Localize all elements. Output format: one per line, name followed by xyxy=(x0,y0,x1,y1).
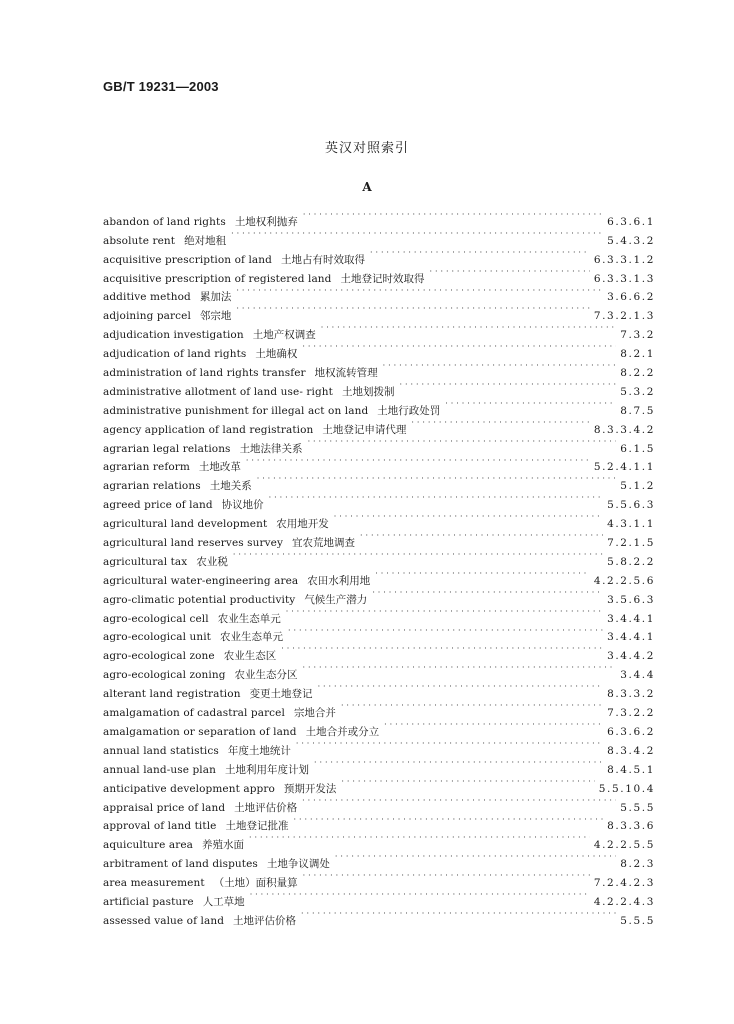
entry-english-term: anticipative development appro xyxy=(103,782,275,795)
entry-section-number: 7.2.4.2.3 xyxy=(593,877,655,890)
entry-section-number: 3.5.6.3 xyxy=(607,593,655,606)
dot-leader xyxy=(303,659,617,678)
index-title: 英汉对照索引 xyxy=(324,141,409,156)
entry-chinese-term: 土地改革 xyxy=(198,461,241,474)
dot-leader xyxy=(400,376,617,395)
entry-english-term: annual land-use plan xyxy=(103,763,216,776)
entry-english-term: agrarian legal relations xyxy=(103,442,231,455)
entry-english-term: agrarian reform xyxy=(103,461,190,474)
entry-english-term: area measurement xyxy=(103,877,205,890)
entry-english-term: administrative punishment for illegal act on land xyxy=(103,404,369,417)
entry-chinese-term: 气候生产潜力 xyxy=(304,593,368,606)
entry-section-number: 3.4.4.2 xyxy=(607,650,655,663)
entry-section-number: 6.1.5 xyxy=(620,442,655,455)
entry-english-term: agreed price of land xyxy=(103,499,213,512)
entry-english-term: annual land statistics xyxy=(103,744,219,757)
dot-leader xyxy=(334,508,603,527)
dot-leader xyxy=(236,300,589,319)
entry-english-term: appraisal price of land xyxy=(103,801,226,814)
entry-english-term: abandon of land rights xyxy=(103,215,226,228)
entry-section-number: 5.1.2 xyxy=(620,480,655,493)
entry-section-number: 3.4.4.1 xyxy=(607,631,655,644)
entry-english-term: alterant land registration xyxy=(103,688,241,701)
entry-section-number: 8.3.3.4.2 xyxy=(593,423,655,436)
entry-chinese-term: 农田水利用地 xyxy=(307,574,371,587)
dot-leader xyxy=(302,338,616,357)
entry-chinese-term: 土地利用年度计划 xyxy=(224,763,309,776)
entry-section-number: 3.6.6.2 xyxy=(607,291,655,304)
dot-leader xyxy=(233,546,603,565)
entry-english-term: agricultural water-engineering area xyxy=(103,574,299,587)
entry-section-number: 4.2.2.4.3 xyxy=(593,895,655,908)
entry-section-number: 4.2.2.5.5 xyxy=(593,839,655,852)
dot-leader xyxy=(318,678,604,697)
entry-section-number: 6.3.3.1.2 xyxy=(593,253,655,266)
entry-chinese-term: 土地关系 xyxy=(209,480,252,493)
entry-english-term: agricultural land development xyxy=(103,518,268,531)
dot-leader xyxy=(303,867,590,886)
entry-english-term: arbitrament of land disputes xyxy=(103,858,258,871)
dot-leader xyxy=(411,414,589,433)
entry-english-term: agricultural land reserves survey xyxy=(103,537,284,550)
entry-section-number: 6.3.6.2 xyxy=(607,725,655,738)
entry-chinese-term: 土地登记批准 xyxy=(225,820,289,833)
entry-english-term: adjoining parcel xyxy=(103,310,191,323)
entry-section-number: 4.3.1.1 xyxy=(607,518,655,531)
entry-english-term: approval of land title xyxy=(103,820,217,833)
entry-section-number: 8.3.4.2 xyxy=(607,744,655,757)
entry-english-term: artificial pasture xyxy=(103,895,194,908)
dot-leader xyxy=(301,905,616,924)
entry-english-term: administrative allotment of land use- right xyxy=(103,385,333,398)
entry-english-term: adjudication of land rights xyxy=(103,348,247,361)
entry-english-term: agricultural tax xyxy=(103,555,188,568)
entry-chinese-term: 绝对地租 xyxy=(184,234,227,247)
entry-english-term: acquisitive prescription of registered land xyxy=(103,272,332,285)
entry-section-number: 6.3.3.1.3 xyxy=(593,272,655,285)
dot-leader xyxy=(303,206,603,225)
entry-chinese-term: 土地行政处罚 xyxy=(377,404,441,417)
entry-section-number: 8.3.3.6 xyxy=(607,820,655,833)
entry-chinese-term: 土地确权 xyxy=(255,348,298,361)
dot-leader xyxy=(372,584,603,603)
entry-chinese-term: 农业生态分区 xyxy=(234,669,298,682)
entry-english-term: agency application of land registration xyxy=(103,423,314,436)
letter-heading: A xyxy=(362,180,372,194)
entry-chinese-term: 土地评估价格 xyxy=(233,914,297,927)
entry-chinese-term: 土地登记时效取得 xyxy=(340,272,425,285)
entry-section-number: 5.5.5 xyxy=(620,914,655,927)
dot-leader xyxy=(281,640,603,659)
dot-leader xyxy=(288,622,603,641)
dot-leader xyxy=(286,603,603,622)
entry-english-term: agro-ecological cell xyxy=(103,612,209,625)
dot-leader xyxy=(370,244,590,263)
entry-chinese-term: 农业生态区 xyxy=(223,650,277,663)
entry-english-term: amalgamation or separation of land xyxy=(103,725,297,738)
dot-leader xyxy=(249,829,590,848)
entry-section-number: 4.2.2.5.6 xyxy=(593,574,655,587)
entry-chinese-term: 宜农荒地调查 xyxy=(292,537,356,550)
entry-english-term: absolute rent xyxy=(103,234,176,247)
entry-section-number: 8.3.3.2 xyxy=(607,688,655,701)
entry-chinese-term: 农用地开发 xyxy=(276,518,329,531)
dot-leader xyxy=(302,792,616,811)
entry-english-term: acquisitive prescription of land xyxy=(103,253,272,266)
entry-section-number: 5.4.3.2 xyxy=(607,234,655,247)
entry-english-term: adjudication investigation xyxy=(103,329,244,342)
entry-english-term: assessed value of land xyxy=(103,914,225,927)
entry-chinese-term: 土地占有时效取得 xyxy=(280,253,365,266)
entry-chinese-term: 养殖水面 xyxy=(202,839,245,852)
dot-leader xyxy=(246,452,590,471)
entry-section-number: 7.2.1.5 xyxy=(607,537,655,550)
dot-leader xyxy=(445,395,616,414)
entry-section-number: 5.5.5 xyxy=(620,801,655,814)
entry-chinese-term: 土地法律关系 xyxy=(239,442,303,455)
dot-leader xyxy=(341,773,594,792)
entry-english-term: administration of land rights transfer xyxy=(103,367,306,380)
entry-section-number: 5.5.10.4 xyxy=(598,782,655,795)
entry-english-term: agro-ecological unit xyxy=(103,631,211,644)
entry-section-number: 5.2.4.1.1 xyxy=(593,461,655,474)
entry-english-term: agro-ecological zone xyxy=(103,650,215,663)
entry-english-term: agrarian relations xyxy=(103,480,201,493)
entry-section-number: 8.2.2 xyxy=(620,367,655,380)
dot-leader xyxy=(294,811,604,830)
entry-section-number: 7.3.2.1.3 xyxy=(593,310,655,323)
entry-section-number: 5.3.2 xyxy=(620,385,655,398)
dot-leader xyxy=(250,886,590,905)
entry-english-term: agro-climatic potential productivity xyxy=(103,593,296,606)
entry-chinese-term: 土地评估价格 xyxy=(234,801,298,814)
entry-english-term: aquiculture area xyxy=(103,839,194,852)
index-entry xyxy=(103,206,655,228)
entry-section-number: 8.7.5 xyxy=(620,404,655,417)
entry-chinese-term: 预期开发法 xyxy=(283,782,337,795)
entry-chinese-term: 变更土地登记 xyxy=(249,688,313,701)
dot-leader xyxy=(360,527,603,546)
entry-chinese-term: 协议地价 xyxy=(221,499,264,512)
entry-chinese-term: 农业税 xyxy=(196,555,228,568)
dot-leader xyxy=(231,225,603,244)
entry-chinese-term: 农业生态单元 xyxy=(217,612,281,625)
entry-section-number: 3.4.4.1 xyxy=(607,612,655,625)
entry-chinese-term: 宗地合并 xyxy=(293,707,336,720)
dot-leader xyxy=(321,319,617,338)
entry-chinese-term: 累加法 xyxy=(199,291,232,304)
dot-leader xyxy=(384,716,603,735)
dot-leader xyxy=(383,357,617,376)
entry-section-number: 7.3.2.2 xyxy=(607,707,655,720)
entry-chinese-term: 人工草地 xyxy=(202,895,245,908)
entry-section-number: 5.8.2.2 xyxy=(607,555,655,568)
entry-section-number: 3.4.4 xyxy=(620,669,655,682)
entry-section-number: 5.5.6.3 xyxy=(607,499,655,512)
dot-leader xyxy=(257,470,617,489)
entry-section-number: 6.3.6.1 xyxy=(607,215,655,228)
entry-chinese-term: 土地争议调处 xyxy=(266,858,330,871)
dot-leader xyxy=(335,848,616,867)
entry-section-number: 8.2.3 xyxy=(620,858,655,871)
dot-leader xyxy=(375,565,590,584)
index-entry-list xyxy=(103,206,655,927)
entry-section-number: 8.2.1 xyxy=(620,348,655,361)
entry-chinese-term: 土地产权调查 xyxy=(252,329,316,342)
entry-english-term: agro-ecological zoning xyxy=(103,669,226,682)
entry-chinese-term: （土地）面积量算 xyxy=(213,877,298,890)
dot-leader xyxy=(269,489,603,508)
standard-code: GB/T 19231—2003 xyxy=(103,79,219,94)
entry-chinese-term: 土地权利抛弃 xyxy=(234,215,298,228)
entry-chinese-term: 土地划拨制 xyxy=(342,385,395,398)
entry-section-number: 8.4.5.1 xyxy=(607,763,655,776)
entry-chinese-term: 土地合并或分立 xyxy=(305,725,380,738)
entry-english-term: additive method xyxy=(103,291,191,304)
dot-leader xyxy=(236,282,603,301)
entry-chinese-term: 年度土地统计 xyxy=(227,744,291,757)
dot-leader xyxy=(430,263,590,282)
entry-chinese-term: 土地登记申请代理 xyxy=(322,423,407,436)
entry-chinese-term: 地权流转管理 xyxy=(314,367,378,380)
dot-leader xyxy=(314,754,603,773)
entry-section-number: 7.3.2 xyxy=(620,329,655,342)
entry-chinese-term: 农业生态单元 xyxy=(219,631,283,644)
dot-leader xyxy=(308,433,617,452)
dot-leader xyxy=(341,697,603,716)
entry-chinese-term: 邻宗地 xyxy=(199,310,232,323)
dot-leader xyxy=(296,735,603,754)
entry-english-term: amalgamation of cadastral parcel xyxy=(103,707,285,720)
